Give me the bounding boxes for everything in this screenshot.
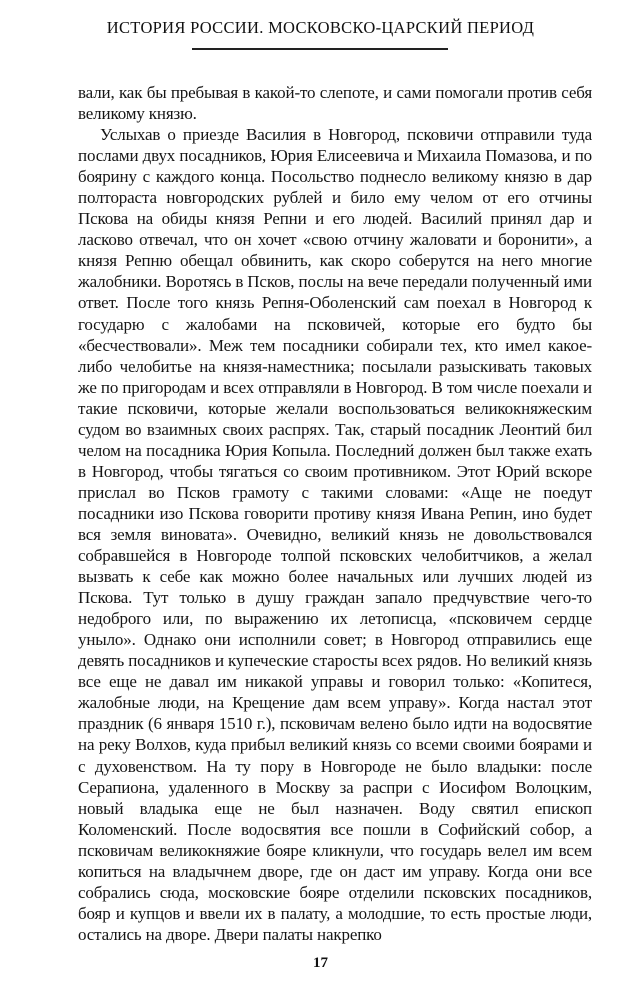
running-head: ИСТОРИЯ РОССИИ. МОСКОВСКО-ЦАРСКИЙ ПЕРИОД	[106, 18, 535, 37]
header-rule	[192, 48, 448, 50]
paragraph-continuation: вали, как бы пребывая в какой-то слепоте, и сами помогали против себя великому князю.	[78, 83, 592, 124]
body-text	[78, 82, 592, 945]
page-number: 17	[313, 955, 328, 971]
paragraph: Услыхав о приезде Василия в Новгород, псковичи отправили туда послами двух посадников, Юрия Елисеевича и Михаила Помазова, и по боярину с каждого конца. Посольство поднесло великому князю в дар полтораста новгородских рублей и било ему челом от его отчины Пскова на обиды князя Репни и его людей. Василий принял дар и ласково отвечал, что он хочет «свою отчину жаловати и боронити», а князя Репню обещал обвинить, как скоро соберутся на него многие жалобники. Воротясь в Псков, послы на вече передали полученный ими ответ. После того князь Репня-Оболенский сам поехал в Новгород к государю с жалобами на псковичей, которые его будто бы «бесчествовали». Меж тем посадники собирали тех, кто имел какое-либо челобитье на князя-наместника; посылали разыскивать таковых же по пригородам и всех отправляли в Новгород. В том числе поехали и такие псковичи, которые желали воспользоваться великокняжеским судом во взаимных своих распрях. Так, старый посадник Леонтий бил челом на посадника Юрия Копыла. Последний должен был также ехать в Новгород, чтобы тягаться со своим противником. Этот Юрий вскоре прислал во Псков грамоту с такими словами: «Аще не поедут посадники изо Пскова говорити противу князя Ивана Репин, ино будет вся земля виновата». Очевидно, великий князь не довольствовался собравшейся в Новгороде толпой псковских челобитчиков, а желал вызвать к себе как можно более начальных или лучших людей из Пскова. Тут только в душу граждан запало предчувствие чего-то недоброго или, по выражению их летописца, «псковичем сердце уныло». Однако они исполнили совет; в Новгород отправились еще девять посадников и купеческие старосты всех рядов. Но великий князь все еще не давал им никакой управы и говорил только: «Копитеся, жалобные люди, на Крещение дам всем управу». Когда настал этот праздник (6 января 1510 г.), псковичам велено было идти на водосвятие на реку Волхов, куда прибыл великий князь со всеми своими боярами и с духовенством. На ту пору в Новгороде не было владыки: после Серапиона, удаленного в Москву за распри с Иосифом Волоцким, новый владыка еще не был назначен. Воду святил епископ Коломенский. После водосвятия все пошли в Софийский собор, а псковичам великокняжие бояре кликнули, что государь велел им всем копиться на владычнем дворе, где он даст им управу. Когда они все собрались сюда, московские бояре отделили псковских посадников, бояр и купцов и ввели их в палату, а молодшие, то есть простые люди, остались на дворе. Двери палаты накрепко	[78, 125, 592, 944]
